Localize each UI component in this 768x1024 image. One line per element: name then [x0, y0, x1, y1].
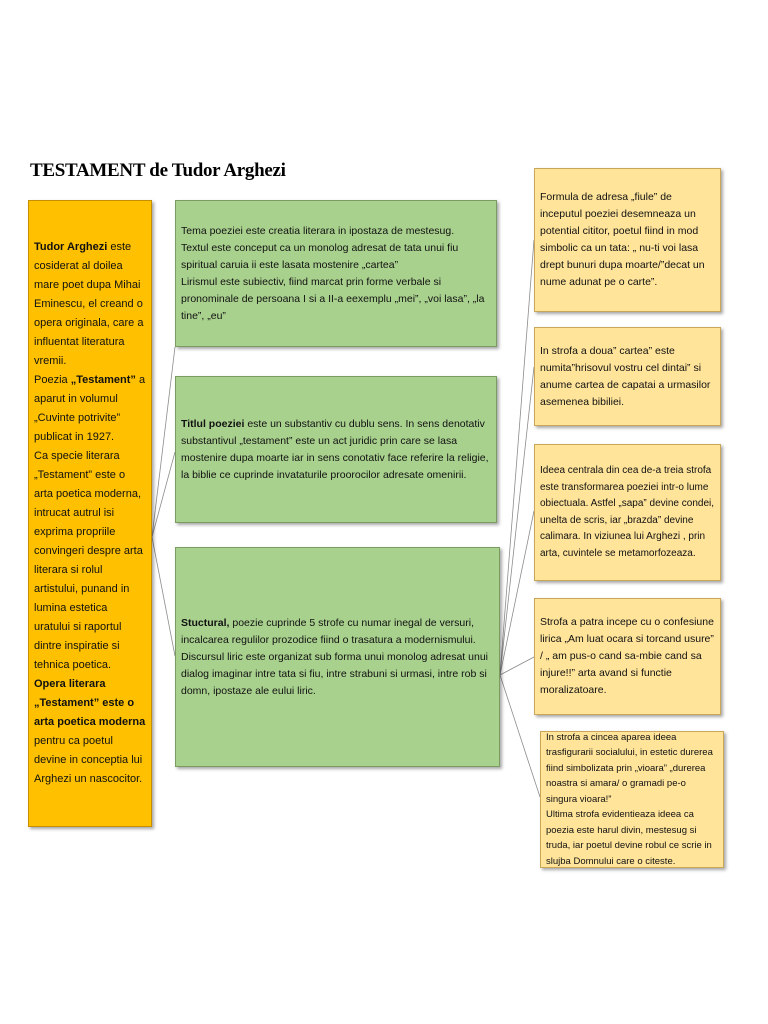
strophe-1-box: [534, 168, 721, 312]
publication-prefix: Poezia: [34, 374, 71, 386]
structure-line-2: Discursul liric este organizat sub forma unui monolog adresat unui dialog imaginar intre tata si fiu, intre strabuni si urmasi, intre rob si domn, ipostaze ale eului liric.: [181, 650, 488, 697]
species-paragraph: Ca specie literara „Testament” este o arta poetica moderna, intrucat autrul isi exprima propriile convingeri despre arta literara si rolul artistului, punand in lumina estetica uratului si raportul dintre inspiratie si tehnica poetica.: [34, 450, 143, 671]
structure-bold: Stuctural,: [181, 616, 230, 629]
strophe-5-box: [540, 731, 724, 868]
author-paragraph: [34, 238, 146, 371]
modern-art-bold: Opera literara „Testament” este o arta poetica moderna: [34, 678, 146, 728]
strophe-4-text: Strofa a patra incepe cu o confesiune lirica „Am luat ocara si torcand usure” / „ am pus-o cand sa-mbie cand sa injure!!” arta avand si functie moralizatoare.: [540, 616, 714, 696]
strophe-5-line-1: In strofa a cincea apareа ideea trasfigurarii socialului, in estetic durerea fiind simbolizata prin „vioara” „durerea noastra si amara/ o gramadi pe-o singura vioara!”: [546, 731, 713, 805]
strophe-5-line-2: Ultima strofa evidentieaza ideea ca poezia este harul divin, mestesug si truda, iar poetul devine robul ce scrie in slujba Domnului care o citeste.: [546, 809, 712, 867]
connector-left-to-title: [152, 452, 175, 537]
author-description: este cosiderat al doilea mare poet dupa Mihai Eminescu, el creand o opera originala, care a influentat literatura vremii.: [34, 241, 144, 367]
publication-paragraph: [34, 371, 146, 447]
modern-art-paragraph: [34, 675, 146, 789]
strophe-2-text: In strofa a doua” cartea” este numita”hrisovul vostru cel dintai” si anume cartea de capatai a urmasilor asemenea bibiliei.: [540, 344, 711, 408]
structure-line-1: [181, 615, 494, 649]
poem-title-bold: „Testament”: [70, 374, 136, 386]
theme-line-3: Lirismul este subiectiv, fiind marcat prin forme verbale si pronominale de persoana I si a II-a eexemplu „mei”, „voi lasa”, „la tine”, „eu”: [181, 275, 485, 322]
modern-art-text: pentru ca poetul devine in conceptia lui Arghezi un nascocitor.: [34, 735, 143, 785]
title-meaning-text: [181, 416, 491, 484]
title-meaning-box: [175, 376, 497, 523]
strophe-4-box: [534, 598, 721, 715]
publication-text: a aparut in volumul „Cuvinte potrivite” publicat in 1927.: [34, 374, 146, 443]
theme-line-2: Textul este conceput ca un monolog adresat de tata unui fiu spiritual caruia ii este lasata mostenire „cartea”: [181, 241, 459, 271]
title-meaning-bold: Titlul poeziei: [181, 417, 245, 430]
page-title: TESTAMENT de Tudor Arghezi: [30, 160, 286, 181]
title-meaning-rest: este un substantiv cu dublu sens. In sens denotativ substantivul „testament” este un act juridic prin care se lasa mostenire dupa moarte iar in sens conotativ face referire la religie, la biblie ce cuprinde invataturile proorocilor adresate omenirii.: [181, 417, 489, 481]
strophe-3-text: Ideea centrala din cea de-a treia strofa este transformarea poeziei intr-o lume obiectuala. Astfel „sapa” devine condei, unelta de scris, iar „brazda” devine calimara. In viziunea lui Arghezi , prin arta, cuvintele se metamorfozeaza.: [540, 465, 714, 559]
strophe-2-box: [534, 327, 721, 426]
connector-structure-to-s1: [500, 240, 534, 675]
connector-structure-to-s3: [500, 511, 534, 675]
strophe-1-text: Formula de adresa „fiule” de inceputul poeziei desemneaza un potential cititor, poetul fiind in mod simbolic ca un tata: „ nu-ti voi lasa drept bunuri dupa moarte/”decat un nume adunat pe o carte”.: [540, 191, 705, 288]
connector-left-to-theme: [152, 347, 175, 537]
structure-box: [175, 547, 500, 767]
strophe-3-box: [534, 444, 721, 581]
theme-line-1: Tema poeziei este creatia literara in ipostaza de mestesug.: [181, 224, 455, 237]
theme-box: [175, 200, 497, 347]
connector-structure-to-s2: [500, 367, 534, 675]
connector-left-to-structure: [152, 537, 175, 656]
author-info-box: [28, 200, 152, 827]
structure-rest: poezie cuprinde 5 strofe cu numar inegal de versuri, incalcarea regulilor prozodice fiind o trasatura a modernismului.: [181, 616, 476, 646]
connector-structure-to-s4: [500, 657, 534, 675]
author-name: Tudor Arghezi: [34, 241, 108, 253]
